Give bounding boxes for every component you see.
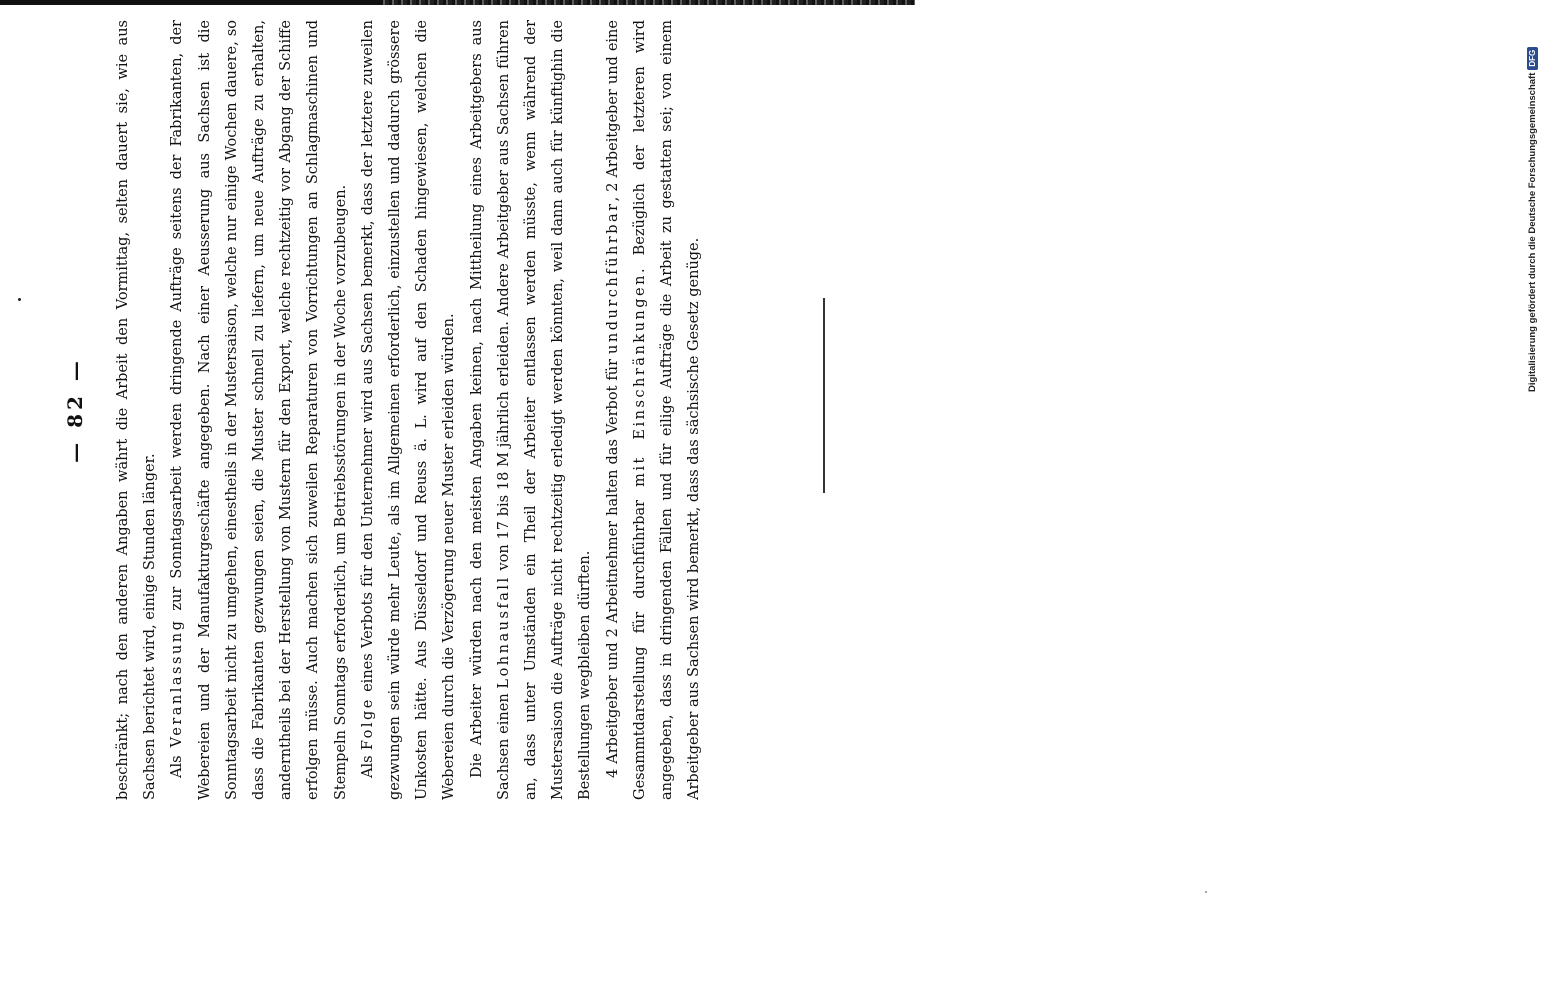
paragraph-text: beschränkt; nach den anderen Angaben währt die Arbeit den Vormittag, selten dauert sie, wie aus Sachsen berichtet wird, einige Stunden länger. xyxy=(115,20,159,800)
scan-speck xyxy=(1205,891,1207,893)
paragraph-text: zur Sonntagsarbeit werden dringende Aufträge seitens der Fabrikanten, der Webereien und der Manufakturgeschäfte angegeben. Nach einer Aeusserung aus Sachsen ist die Sonntagsarbeit nicht zu umgehen, einestheils in der Mustersaison, welche nur einige Wochen dauere, so dass die Fabrikanten gezwungen seien, die Muster schnell zu liefern, um neue Aufträge zu erhalten, anderntheils bei der Herstellung von Mustern für den Export, welche rechtzeitig vor Abgang der Schiffe erfolgen müsse. Auch machen sich zuweilen Reparaturen von Vorrichtungen an Schlagmaschinen und Stempeln Sonntags erforderlich, um Betriebsstörungen in der Woche vorzubeugen. xyxy=(169,20,349,800)
page-number: — 82 — xyxy=(63,357,87,463)
paragraph xyxy=(355,20,464,800)
dfg-credit-text: Digitalisierung gefördert durch die Deutsche Forschungsgemeinschaft xyxy=(1527,72,1538,392)
dfg-credit-line xyxy=(1527,47,1538,392)
paragraph xyxy=(110,20,164,800)
margin-rule-line xyxy=(823,298,825,493)
paragraph xyxy=(600,20,709,800)
emphasized-term: undurchführbar xyxy=(604,201,621,354)
dfg-logo-icon: DFG xyxy=(1527,47,1538,70)
paragraph xyxy=(464,20,600,800)
paragraph-text: von 17 bis 18 M jährlich erleiden. Andere Arbeitgeber aus Sachsen führen an, dass unter Umständen ein Theil der Arbeiter entlassen werden müsste, wenn während der Mustersaison die Aufträge nicht rechtzeitig erledigt werden könnten, weil dann auch für künftighin die Bestellungen wegbleiben dürften. xyxy=(495,20,594,800)
paragraph-text: Als xyxy=(169,747,186,778)
paragraph-text: , 2 Arbeitgeber und eine Gesammtdarstellung für durchführbar xyxy=(604,20,648,800)
scan-top-edge-texture xyxy=(380,0,915,5)
page-body-text xyxy=(110,20,730,800)
emphasized-term: Folge xyxy=(359,697,376,751)
paragraph-text: Als xyxy=(359,750,376,778)
rotated-document-page xyxy=(60,20,730,800)
paragraph-text: . Bezüglich der letzteren wird angegeben, dass in dringenden Fällen und für eilige Aufträge die Arbeit zu gestatten sei; von einem Arbeitgeber aus Sachsen wird bemerkt, dass das sächsische Gesetz genüge. xyxy=(631,20,703,800)
paragraph xyxy=(164,20,354,800)
paragraph-text: 4 Arbeitgeber und 2 Arbeitnehmer halten das Verbot für xyxy=(604,353,621,778)
paragraph-text: eines Verbots für den Unternehmer wird aus Sachsen bemerkt, dass der letztere zuweilen gezwungen sein würde mehr Leute, als im Allgemeinen erforderlich, einzustellen und dadurch grössere Unkosten hätte. Aus Düsseldorf und Reuss ä. L. wird auf den Schaden hingewiesen, welchen die Webereien durch die Verzögerung neuer Muster erleiden würden. xyxy=(359,20,458,800)
scan-speck xyxy=(18,298,21,301)
emphasized-term: mit Einschränkungen xyxy=(631,273,648,487)
emphasized-term: Veranlassung xyxy=(169,618,186,748)
emphasized-term: Lohnausfall xyxy=(495,575,512,689)
paragraph-text: Die Arbeiter würden nach den meisten Angaben keinen, nach Mittheilung eines Arbeitgebers aus Sachsen einen xyxy=(468,20,512,800)
